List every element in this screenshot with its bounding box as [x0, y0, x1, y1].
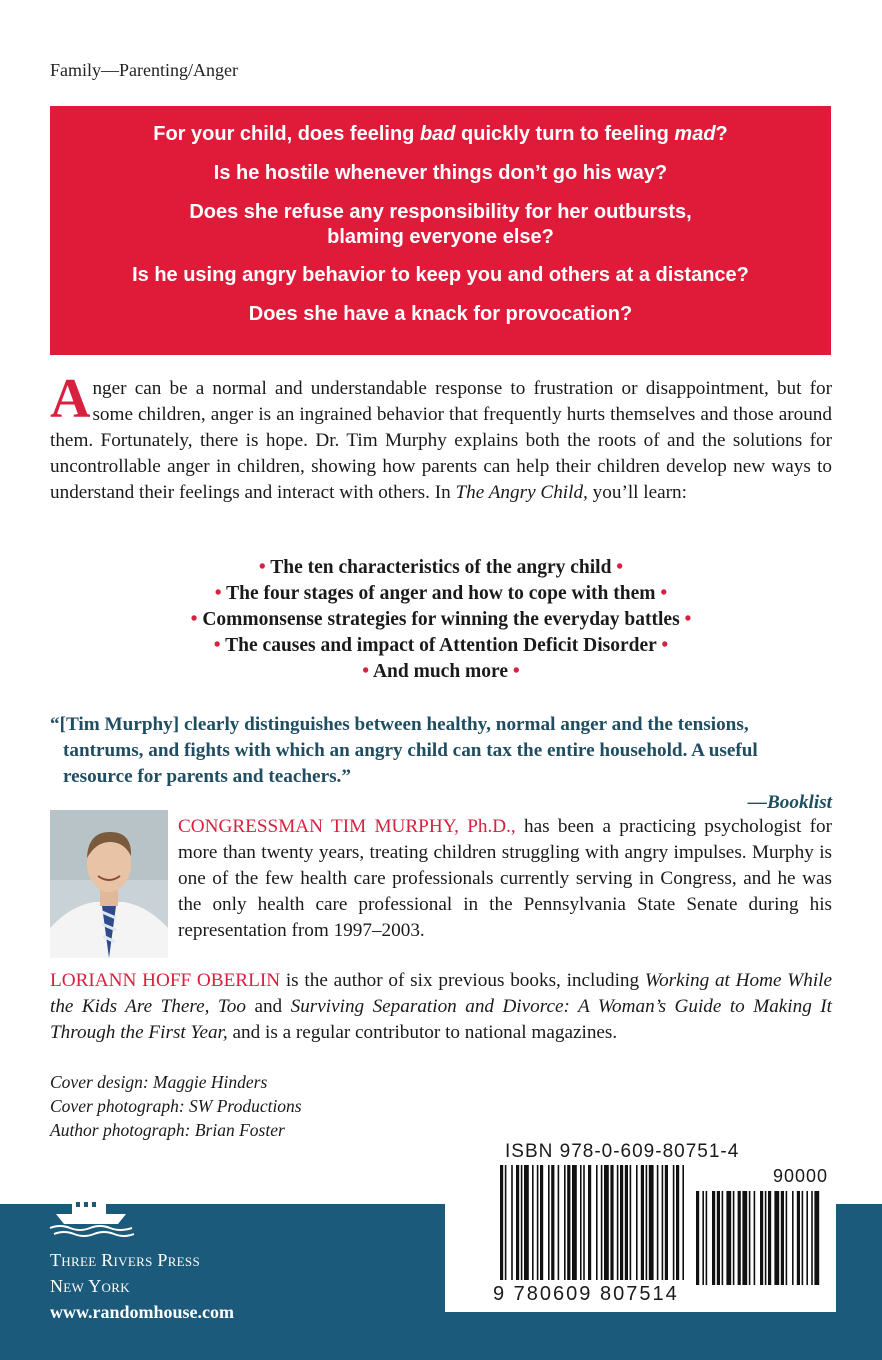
barcode-bar	[596, 1165, 598, 1280]
isbn-text: ISBN 978-0-609-80751-4	[505, 1141, 740, 1162]
barcode-addon-bar	[726, 1191, 731, 1285]
barcode-addon-bar	[717, 1191, 720, 1285]
price-code: 90000	[773, 1166, 829, 1186]
barcode-addon-bar	[814, 1191, 819, 1285]
barcode-addon-bar	[722, 1191, 724, 1285]
bullet-item: • And much more •	[362, 661, 520, 682]
quote-attribution: —Booklist	[747, 792, 832, 813]
barcode-addon-bar	[811, 1191, 813, 1285]
barcode-bar	[505, 1165, 507, 1280]
barcode-bar	[537, 1165, 539, 1280]
barcode-addon-bar	[768, 1191, 771, 1285]
publisher-city: New York	[50, 1276, 130, 1296]
barcode-bar	[567, 1165, 570, 1280]
author-name-murphy: CONGRESSMAN TIM MURPHY, Ph.D.,	[178, 816, 516, 837]
barcode-bar	[636, 1165, 638, 1280]
barcode-bar	[588, 1165, 591, 1280]
barcode-addon-bar	[733, 1191, 735, 1285]
barcode-addon-bar	[760, 1191, 763, 1285]
boat-logo-icon	[46, 1180, 138, 1240]
barcode-bar	[516, 1165, 519, 1280]
barcode-bar	[630, 1165, 632, 1280]
barcode-bar	[551, 1165, 554, 1280]
barcode-bar	[676, 1165, 679, 1280]
credit-line: Author photograph: Brian Foster	[50, 1120, 285, 1140]
barcode-bar	[540, 1165, 543, 1280]
barcode-addon-bar	[738, 1191, 741, 1285]
barcode-addon-bar	[742, 1191, 747, 1285]
category-label: Family—Parenting/Anger	[50, 60, 238, 80]
barcode-bar	[646, 1165, 648, 1280]
barcode-bar	[572, 1165, 577, 1280]
barcode-bar	[620, 1165, 623, 1280]
intro-paragraph: Anger can be a normal and understandable response to frustration or disappointment, but for some children, anger is an ingrained behavior that frequently hurts themselves and those around them. Fortunately, there is hope. Dr. Tim Murphy explains both the roots of and the solutions for uncontrollable anger in children, showing how parents can help their children develop new ways to understand their feelings and interact with others. In The Angry Child, you’ll learn:	[50, 368, 832, 503]
barcode-bar	[521, 1165, 523, 1280]
barcode-bar	[641, 1165, 644, 1280]
barcode-bar	[673, 1165, 675, 1280]
bullet-item: • The four stages of anger and how to cope with them •	[214, 583, 668, 604]
barcode-bar	[564, 1165, 566, 1280]
barcode-bar	[583, 1165, 585, 1280]
author-name-oberlin: LORIANN HOFF OBERLIN	[50, 970, 281, 991]
barcode-bar	[665, 1165, 668, 1280]
ean-digits: 9 780609 807514	[493, 1283, 679, 1305]
barcode-addon-bar	[797, 1191, 800, 1285]
barcode-addon-bar	[702, 1191, 704, 1285]
barcode-bar	[511, 1165, 513, 1280]
author-photo	[50, 810, 168, 958]
drop-cap: A	[50, 368, 91, 430]
barcode-addon-bar	[781, 1191, 784, 1285]
barcode-addon-bar	[754, 1191, 756, 1285]
barcode-bar	[617, 1165, 619, 1280]
barcode-bar	[601, 1165, 603, 1280]
credit-line: Cover photograph: SW Productions	[50, 1096, 302, 1116]
barcode-bar	[548, 1165, 550, 1280]
question-4: Is he using angry behavior to keep you and others at a distance?	[132, 264, 749, 286]
author-bio-oberlin: LORIANN HOFF OBERLIN is the author of six previous books, including Working at Home While the Kids Are There, Too and Surviving Separation and Divorce: A Woman’s Guide to Making It Through the First Year, and is a regular contributor to national magazines.	[50, 970, 832, 1043]
publisher-block	[50, 1247, 234, 1325]
barcode-bar	[580, 1165, 582, 1280]
book-title: The Angry Child,	[455, 482, 588, 503]
barcode-addon-bar	[712, 1191, 715, 1285]
barcode-bar	[500, 1165, 503, 1280]
question-2: Is he hostile whenever things don’t go his way?	[213, 162, 668, 184]
barcode-addon-bar	[802, 1191, 804, 1285]
bullet-list	[50, 555, 832, 685]
publisher-name: Three Rivers Press	[50, 1250, 200, 1270]
credit-line: Cover design: Maggie Hinders	[50, 1072, 268, 1092]
barcode-addon-bar	[806, 1191, 808, 1285]
review-quote: “[Tim Murphy] clearly distinguishes between healthy, normal anger and the tensions, tantrums, and fights with which an angry child can tax the entire household. A useful resource for parents and teachers.” —Booklist	[50, 712, 832, 816]
barcode-bar	[532, 1165, 534, 1280]
publisher-url: www.randomhouse.com	[50, 1302, 235, 1322]
barcode-bar	[649, 1165, 654, 1280]
barcode-addon-bar	[792, 1191, 794, 1285]
bullet-item: • The ten characteristics of the angry child •	[258, 557, 624, 578]
bullet-item: • Commonsense strategies for winning the everyday battles •	[190, 609, 692, 630]
barcode-addon-bar	[706, 1191, 708, 1285]
bullet-item: • The causes and impact of Attention Deficit Disorder •	[213, 635, 669, 656]
barcode-addon-bar	[749, 1191, 751, 1285]
barcode-bar	[682, 1165, 684, 1280]
barcode-bar	[610, 1165, 613, 1280]
credits	[50, 1070, 302, 1142]
barcode-bar	[524, 1165, 529, 1280]
barcode-bar	[604, 1165, 609, 1280]
barcode-addon-bar	[765, 1191, 767, 1285]
question-1: For your child, does feeling bad quickly turn to feeling mad?	[153, 123, 728, 145]
barcode-bar	[662, 1165, 664, 1280]
barcode-bar	[625, 1165, 628, 1280]
question-5: Does she have a knack for provocation?	[248, 303, 633, 325]
question-box	[50, 106, 831, 355]
barcode-addon-bar	[696, 1191, 699, 1285]
barcode-bar	[657, 1165, 659, 1280]
barcode-addon-bar	[774, 1191, 779, 1285]
question-3: Does she refuse any responsibility for her outbursts, blaming everyone else?	[189, 201, 692, 248]
barcode-bar	[558, 1165, 560, 1280]
barcode-addon-bar	[786, 1191, 788, 1285]
author-bio-murphy: CONGRESSMAN TIM MURPHY, Ph.D., has been a practicing psychologist for more than twenty years, treating children struggling with angry impulses. Murphy is one of the few health care professionals currently serving in Congress, and he was the only health care professional in the Pennsylvania State Senate during his representation from 1997–2003.	[178, 816, 832, 941]
